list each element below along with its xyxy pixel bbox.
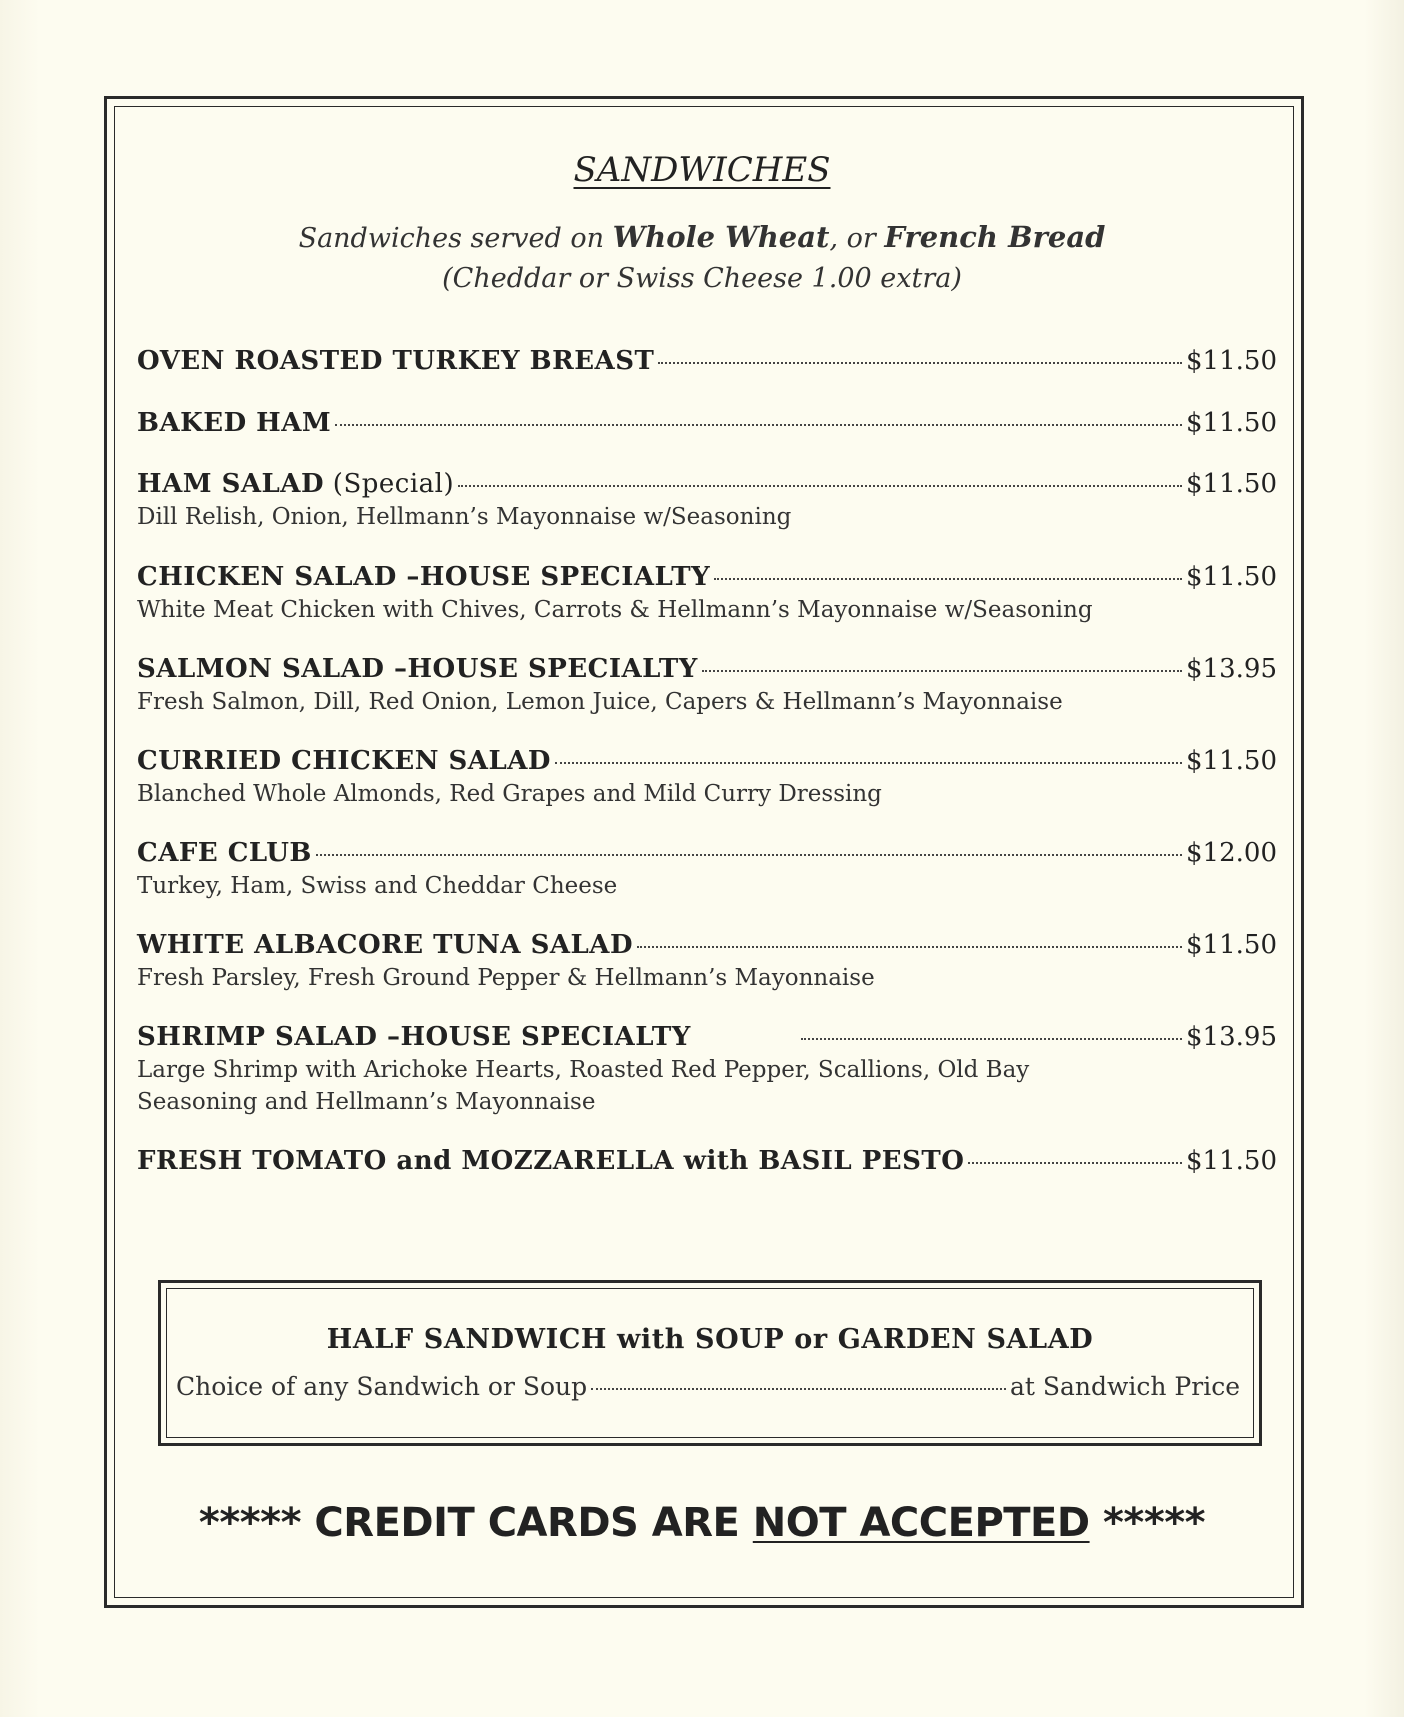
dot-leader [316, 854, 1182, 856]
item-name [137, 469, 454, 499]
item-name: WHITE ALBACORE TUNA SALAD [137, 930, 634, 960]
item-description: Dill Relish, Onion, Hellmann’s Mayonnaise w/Seasoning [137, 504, 792, 530]
notice-text: CREDIT CARDS ARE [314, 1500, 753, 1546]
menu-item [137, 408, 1277, 438]
dot-leader [714, 578, 1182, 580]
half-sandwich-choice: Choice of any Sandwich or Soup [176, 1372, 588, 1401]
item-description: Turkey, Ham, Swiss and Cheddar Cheese [137, 873, 618, 899]
item-name: FRESH TOMATO and MOZZARELLA with BASIL PESTO [137, 1146, 965, 1176]
cheese-note: (Cheddar or Swiss Cheese 1.00 extra) [442, 263, 962, 294]
dot-leader [702, 670, 1182, 672]
half-sandwich-price: at Sandwich Price [1009, 1372, 1240, 1401]
half-sandwich-line [176, 1372, 1240, 1401]
bread-options-separator: , or [829, 223, 885, 254]
item-name: CURRIED CHICKEN SALAD [137, 746, 551, 776]
item-name: OVEN ROASTED TURKEY BREAST [137, 346, 655, 376]
stars-right: ***** [1089, 1500, 1206, 1546]
bread-option-whole-wheat: Whole Wheat [612, 220, 830, 254]
item-price: $12.00 [1186, 838, 1277, 868]
item-price: $13.95 [1186, 654, 1277, 684]
section-title: SANDWICHES [573, 150, 831, 190]
item-price: $13.95 [1186, 1022, 1277, 1052]
item-price: $11.50 [1186, 469, 1277, 499]
dot-leader [555, 762, 1182, 764]
item-note: (Special) [324, 469, 455, 499]
menu-item [137, 469, 1277, 533]
item-name: SALMON SALAD –HOUSE SPECIALTY [137, 654, 698, 684]
menu-item [137, 746, 1277, 810]
item-name: BAKED HAM [137, 408, 332, 438]
item-name: SHRIMP SALAD –HOUSE SPECIALTY [137, 1022, 691, 1052]
item-name-text: HAM SALAD [137, 469, 325, 499]
item-name: CHICKEN SALAD –HOUSE SPECIALTY [137, 562, 711, 592]
dot-leader [458, 485, 1182, 487]
menu-item [137, 654, 1277, 718]
dot-leader [637, 946, 1182, 948]
bread-options [0, 220, 1404, 254]
dot-leader [801, 1038, 1182, 1040]
menu-item [137, 838, 1277, 902]
item-price: $11.50 [1186, 1146, 1277, 1176]
dot-leader [335, 424, 1182, 426]
menu-item [137, 930, 1277, 994]
menu-item [137, 346, 1277, 376]
item-description: Large Shrimp with Arichoke Hearts, Roasted Red Pepper, Scallions, Old Bay Seasoning and Hellmann’s Mayonnaise [137, 1057, 1030, 1115]
menu-item [137, 1146, 1277, 1176]
item-price: $11.50 [1186, 346, 1277, 376]
menu-item [137, 1022, 1277, 1118]
menu-item [137, 562, 1277, 626]
bread-options-prefix: Sandwiches served on [298, 223, 613, 254]
item-price: $11.50 [1186, 746, 1277, 776]
stars-left: ***** [198, 1500, 315, 1546]
dot-leader [968, 1162, 1182, 1164]
item-price: $11.50 [1186, 930, 1277, 960]
dot-leader [591, 1388, 1006, 1390]
half-sandwich-box-border-inner [166, 1288, 1254, 1438]
item-price: $11.50 [1186, 562, 1277, 592]
half-sandwich-title: HALF SANDWICH with SOUP or GARDEN SALAD [326, 1324, 1094, 1355]
item-description: Fresh Salmon, Dill, Red Onion, Lemon Juice, Capers & Hellmann’s Mayonnaise [137, 689, 1063, 715]
notice-emphasis: NOT ACCEPTED [752, 1500, 1090, 1546]
item-description: White Meat Chicken with Chives, Carrots & Hellmann’s Mayonnaise w/Seasoning [137, 597, 1093, 623]
item-price: $11.50 [1186, 408, 1277, 438]
dot-leader [658, 362, 1182, 364]
item-description: Blanched Whole Almonds, Red Grapes and Mild Curry Dressing [137, 781, 882, 807]
item-description: Fresh Parsley, Fresh Ground Pepper & Hellmann’s Mayonnaise [137, 965, 875, 991]
credit-card-notice [0, 1500, 1404, 1546]
bread-option-french: French Bread [884, 220, 1106, 254]
item-name: CAFE CLUB [137, 838, 312, 868]
